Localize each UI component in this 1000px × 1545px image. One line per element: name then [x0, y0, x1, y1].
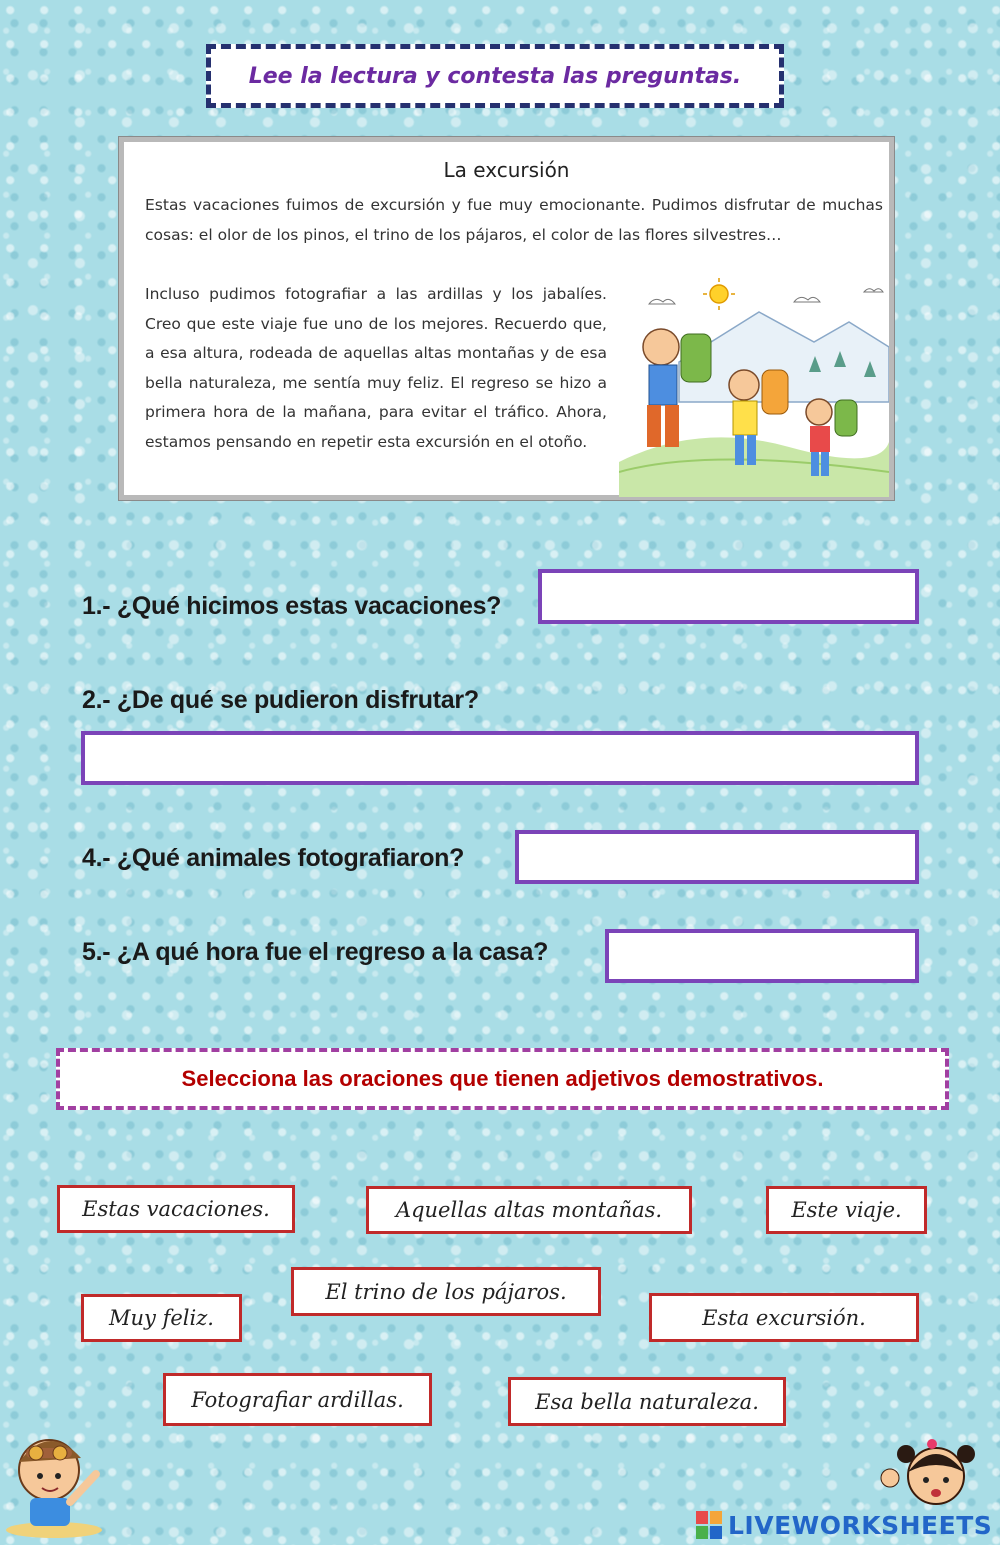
reading-paragraph-2: Incluso pudimos fotografiar a las ardillas y los jabalíes. Creo que este viaje fue uno de los mejores. Recuerdo que, a esa altura, rodeada de aquellas altas montañas y de esa bella naturaleza, me sentía muy feliz. El regreso se hizo a primera hora de la mañana, para evitar el tráfico. Ahora, estamos pensando en repetir esta excursión en el otoño.	[145, 285, 607, 451]
title-banner	[206, 44, 784, 108]
option-muy-feliz[interactable]: Muy feliz.	[81, 1294, 242, 1342]
instruction-text: Selecciona las oraciones que tienen adjetivos demostrativos.	[181, 1066, 824, 1091]
reading-title: La excursión	[443, 158, 570, 182]
answer-4-input[interactable]	[515, 830, 919, 884]
instruction-banner	[56, 1048, 949, 1110]
answer-2-input[interactable]	[81, 731, 919, 785]
boy-with-goggles-icon	[4, 1422, 114, 1540]
girl-waving-icon	[876, 1438, 994, 1506]
liveworksheets-logo-icon	[696, 1511, 722, 1539]
option-este-viaje[interactable]: Este viaje.	[766, 1186, 927, 1234]
question-4-label: 4.- ¿Qué animales fotografiaron?	[82, 844, 465, 872]
question-2-label: 2.- ¿De qué se pudieron disfrutar?	[82, 686, 479, 714]
option-fotografiar-ardillas[interactable]: Fotografiar ardillas.	[163, 1373, 432, 1426]
answer-1-input[interactable]	[538, 569, 919, 624]
option-aquellas-altas-montanas[interactable]: Aquellas altas montañas.	[366, 1186, 692, 1234]
hiking-kids-illustration	[619, 272, 889, 497]
liveworksheets-logo-text: LIVEWORKSHEETS	[728, 1510, 993, 1540]
option-el-trino-de-los-pajaros[interactable]: El trino de los pájaros.	[291, 1267, 601, 1316]
question-5-label: 5.- ¿A qué hora fue el regreso a la casa?	[82, 938, 549, 966]
option-estas-vacaciones[interactable]: Estas vacaciones.	[57, 1185, 295, 1233]
question-1-label: 1.- ¿Qué hicimos estas vacaciones?	[82, 592, 502, 620]
reading-paragraph-1: Estas vacaciones fuimos de excursión y fue muy emocionante. Pudimos disfrutar de muchas cosas: el olor de los pinos, el trino de los pájaros, el color de las flores silvestres…	[145, 196, 883, 244]
reading-panel	[119, 137, 894, 500]
page-title: Lee la lectura y contesta las preguntas.	[248, 63, 742, 89]
option-esa-bella-naturaleza[interactable]: Esa bella naturaleza.	[508, 1377, 786, 1426]
liveworksheets-logo	[696, 1505, 992, 1545]
answer-5-input[interactable]	[605, 929, 919, 983]
option-esta-excursion[interactable]: Esta excursión.	[649, 1293, 919, 1342]
